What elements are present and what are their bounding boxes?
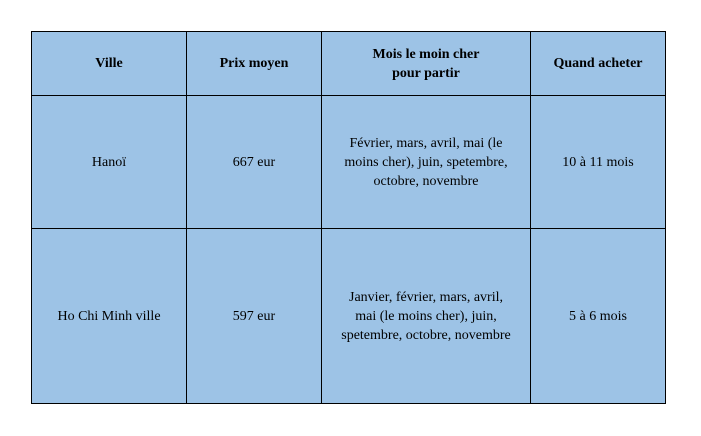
table-row (32, 229, 666, 404)
header-mois-line-1: Mois le moin cher (372, 46, 480, 62)
cell-ville: Hanoï (32, 96, 187, 229)
cell-mois-line: octobre, novembre (373, 173, 479, 189)
cell-mois-line: moins cher), juin, spetembre, (344, 154, 508, 170)
table-row (32, 96, 666, 229)
flight-price-table (31, 31, 666, 404)
header-mois-moins-cher (322, 32, 531, 96)
header-prix-moyen: Prix moyen (187, 32, 322, 96)
flight-price-table-container (31, 31, 666, 404)
cell-mois-line: Février, mars, avril, mai (le (349, 135, 503, 151)
header-ville: Ville (32, 32, 187, 96)
cell-prix: 597 eur (187, 229, 322, 404)
cell-quand: 5 à 6 mois (531, 229, 666, 404)
header-quand-acheter: Quand acheter (531, 32, 666, 96)
cell-ville: Ho Chi Minh ville (32, 229, 187, 404)
header-mois-line-2: pour partir (392, 65, 460, 81)
cell-mois-line: mai (le moins cher), juin, (355, 308, 497, 324)
cell-mois (322, 96, 531, 229)
cell-quand: 10 à 11 mois (531, 96, 666, 229)
cell-mois (322, 229, 531, 404)
table-header-row (32, 32, 666, 96)
cell-prix: 667 eur (187, 96, 322, 229)
cell-mois-line: Janvier, février, mars, avril, (349, 289, 503, 305)
cell-mois-line: spetembre, octobre, novembre (341, 327, 511, 343)
